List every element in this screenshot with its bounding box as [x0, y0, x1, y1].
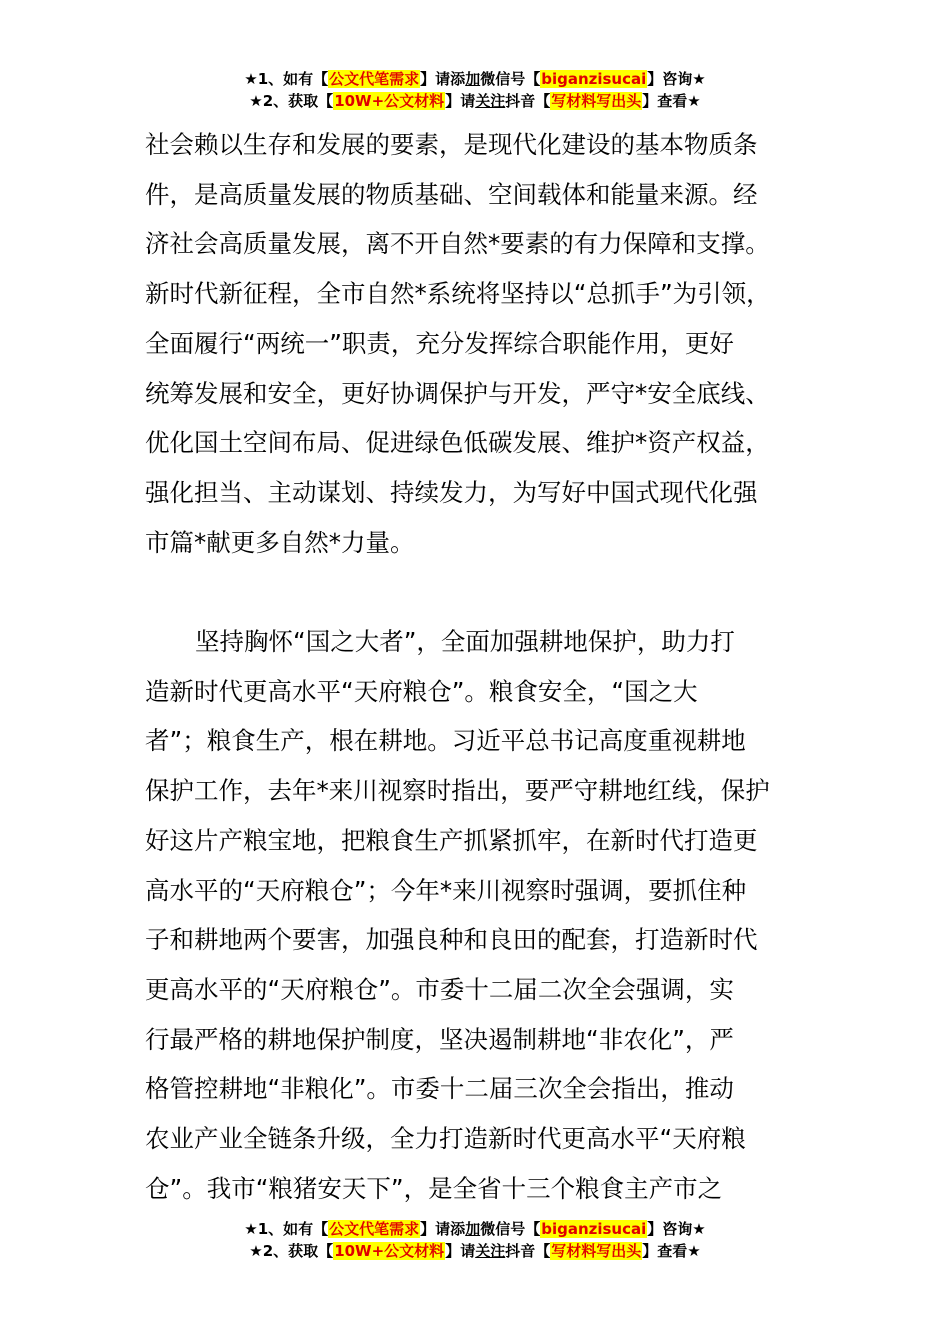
text-line: 新时代新征程，全市自然*系统将坚持以“总抓手”为引领， — [145, 279, 771, 309]
footer-banner — [0, 1218, 950, 1262]
text-line: 农业产业全链条升级，全力打造新时代更高水平“天府粮 — [145, 1124, 746, 1154]
text-line: 保护工作，去年*来川视察时指出，要严守耕地红线，保护 — [145, 776, 770, 806]
text-line: 行最严格的耕地保护制度，坚决遏制耕地“非农化”，严 — [145, 1024, 734, 1054]
highlight-materials: 10W+公文材料 — [334, 92, 445, 110]
text-line: 全面履行“两统一”职责，充分发挥综合职能作用，更好 — [145, 328, 734, 358]
paragraph-2 — [145, 617, 835, 1213]
text-line: 件，是高质量发展的物质基础、空间载体和能量来源。经 — [145, 179, 758, 209]
banner-line-1: ★1、如有【公文代笔需求】请添加微信号【biganzisucai】咨询★ — [244, 1220, 706, 1238]
text-line: 子和耕地两个要害，加强良种和良田的配套，打造新时代 — [145, 925, 758, 955]
text-line: 社会赖以生存和发展的要素，是现代化建设的基本物质条 — [145, 130, 758, 159]
highlight-douyin-id: 写材料写出头 — [551, 1242, 642, 1260]
highlight-service: 公文代笔需求 — [329, 70, 420, 88]
header-banner — [0, 68, 950, 112]
text-line: 统筹发展和安全，更好协调保护与开发，严守*安全底线、 — [145, 378, 770, 408]
highlight-douyin-id: 写材料写出头 — [551, 92, 642, 110]
text-line: 市篇*献更多自然*力量。 — [145, 527, 415, 557]
text-line: 坚持胸怀“国之大者”，全面加强耕地保护，助力打 — [195, 627, 735, 656]
text-line: 高水平的“天府粮仓”；今年*来川视察时强调，要抓住种 — [145, 875, 747, 905]
highlight-wechat-id: biganzisucai — [541, 70, 647, 88]
text-line: 者”；粮食生产，根在耕地。习近平总书记高度重视耕地 — [145, 726, 746, 756]
text-line: 仓”。我市“粮猪安天下”，是全省十三个粮食主产市之 — [145, 1173, 723, 1203]
banner-line-1: ★1、如有【公文代笔需求】请添加微信号【biganzisucai】咨询★ — [244, 70, 706, 88]
text-line: 好这片产粮宝地，把粮食生产抓紧抓牢，在新时代打造更 — [145, 825, 758, 855]
banner-line-2: ★2、获取【10W+公文材料】请关注抖音【写材料写出头】查看★ — [249, 92, 701, 110]
text-line: 格管控耕地“非粮化”。市委十二届三次全会指出，推动 — [145, 1074, 734, 1104]
highlight-service: 公文代笔需求 — [329, 1220, 420, 1238]
text-line: 优化国土空间布局、促进绿色低碳发展、维护*资产权益， — [145, 428, 770, 458]
paragraph-1 — [145, 120, 835, 567]
text-line: 济社会高质量发展，离不开自然*要素的有力保障和支撑。 — [145, 229, 770, 259]
text-line: 强化担当、主动谋划、持续发力，为写好中国式现代化强 — [145, 477, 758, 507]
highlight-materials: 10W+公文材料 — [334, 1242, 445, 1260]
highlight-wechat-id: biganzisucai — [541, 1220, 647, 1238]
banner-line-2: ★2、获取【10W+公文材料】请关注抖音【写材料写出头】查看★ — [249, 1242, 701, 1260]
text-line: 造新时代更高水平“天府粮仓”。粮食安全，“国之大 — [145, 676, 698, 706]
text-line: 更高水平的“天府粮仓”。市委十二届二次全会强调，实 — [145, 974, 734, 1004]
